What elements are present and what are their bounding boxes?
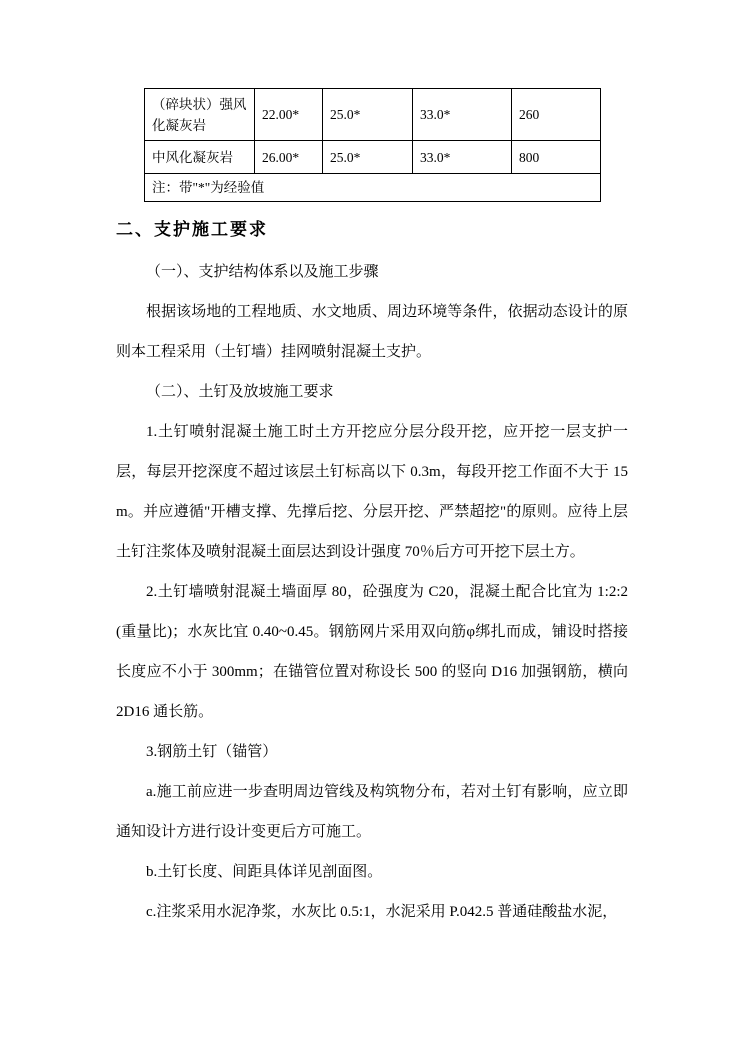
- paragraph-item-3: 3.钢筋土钉（锚管）: [146, 744, 278, 760]
- paragraph-item-3a: a.施工前应进一步查明周边管线及构筑物分布，若对土钉有影响，应立即通知设计方进行设计变更后方可施工。: [116, 784, 628, 840]
- rock-parameters-table: [144, 88, 601, 202]
- paragraph-body-1: 根据该场地的工程地质、水文地质、周边环境等条件，依据动态设计的原则本工程采用（土钉墙）挂网喷射混凝土支护。: [116, 304, 628, 360]
- table-row: [145, 89, 601, 141]
- paragraph-item-2: 2.土钉墙喷射混凝土墙面厚 80，砼强度为 C20，混凝土配合比宜为 1:2:2(重量比)；水灰比宜 0.40~0.45。钢筋网片采用双向筋φ绑扎而成，铺设时搭接长度应不小于 300mm；在锚管位置对称设长 500 的竖向 D16 加强钢筋，横向 2D16 通长筋。: [116, 584, 628, 720]
- table-cell-rock-name: （碎块状）强风化凝灰岩: [145, 89, 255, 141]
- table-cell-value: 26.00*: [255, 141, 323, 174]
- table-cell-value: 25.0*: [323, 89, 413, 141]
- table-cell-value: 22.00*: [255, 89, 323, 141]
- paragraph-item-3b: b.土钉长度、间距具体详见剖面图。: [146, 864, 383, 880]
- table-note-row: [145, 174, 601, 202]
- paragraph-item-1: 1.土钉喷射混凝土施工时土方开挖应分层分段开挖，应开挖一层支护一层，每层开挖深度不超过该层土钉标高以下 0.3m，每段开挖工作面不大于 15m。并应遵循"开槽支撑、先撑后挖、分层开挖、严禁超挖"的原则。应待上层土钉注浆体及喷射混凝土面层达到设计强度 70％后方可开挖下层土方。: [116, 424, 628, 560]
- table-cell-rock-name: 中风化凝灰岩: [145, 141, 255, 174]
- table-cell-value: 800: [512, 141, 601, 174]
- table-cell-value: 25.0*: [323, 141, 413, 174]
- section-heading: 二、支护施工要求: [116, 220, 268, 239]
- table-cell-value: 260: [512, 89, 601, 141]
- table-cell-value: 33.0*: [413, 141, 512, 174]
- paragraph-item-3c: c.注浆采用水泥净浆，水灰比 0.5:1，水泥采用 P.042.5 普通硅酸盐水泥，: [146, 904, 618, 920]
- table-row: [145, 141, 601, 174]
- paragraph-subheading-1: （一）、支护结构体系以及施工步骤: [146, 264, 379, 280]
- paragraph-subheading-2: （二）、土钉及放坡施工要求: [146, 384, 334, 400]
- table-cell-value: 33.0*: [413, 89, 512, 141]
- table-note: 注：带"*"为经验值: [145, 174, 601, 202]
